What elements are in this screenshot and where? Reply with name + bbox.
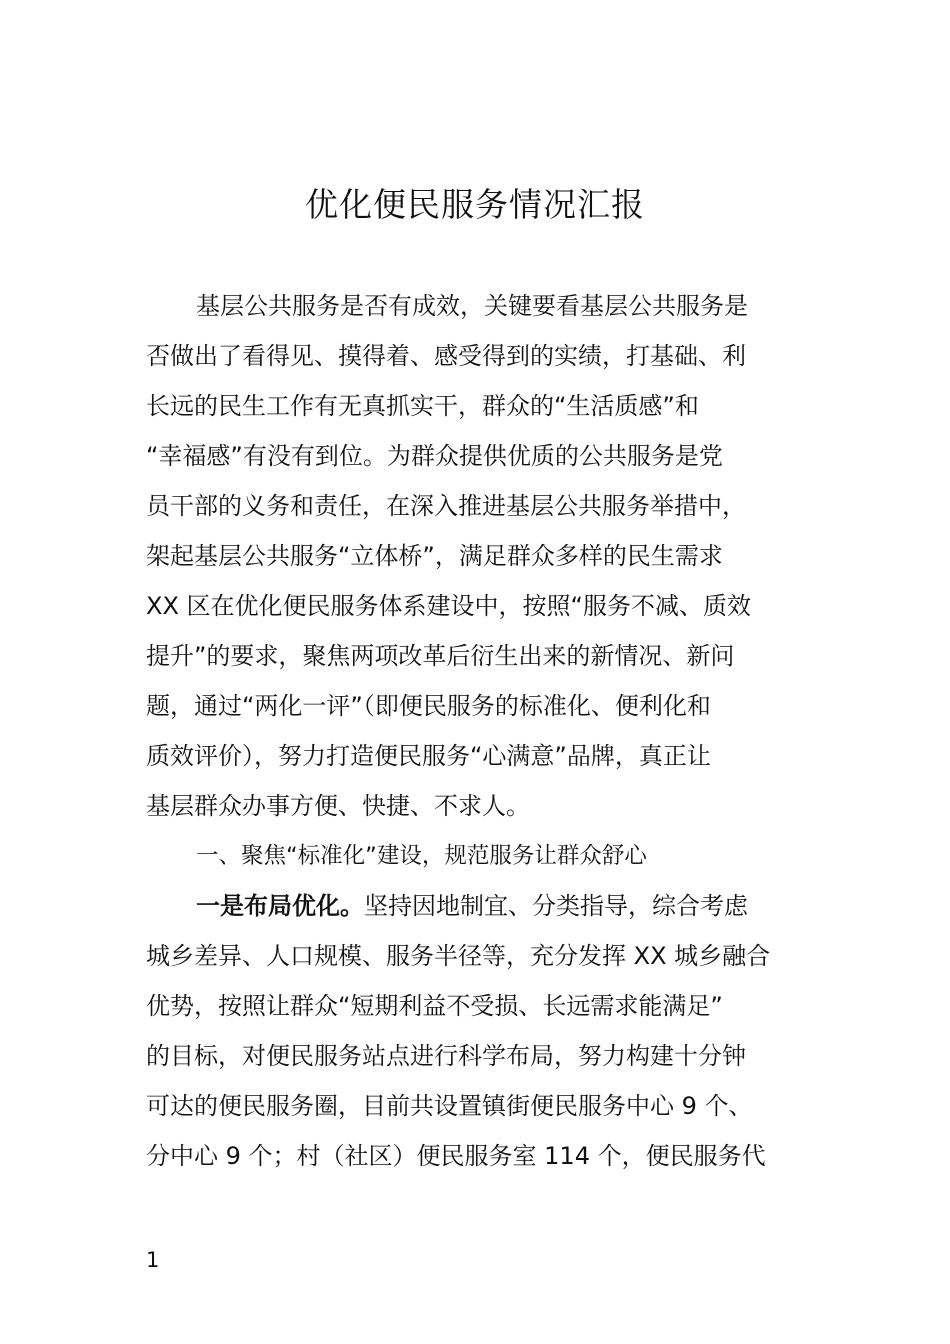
section-heading: 一、聚焦“标准化”建设，规范服务让群众舒心: [196, 843, 647, 869]
point-first-line: [146, 881, 808, 931]
paragraph-line: 提升”的要求，聚焦两项改革后衍生出来的新情况、新问: [146, 642, 735, 670]
point-text: 坚持因地制宜、分类指导，综合考虑: [364, 892, 748, 920]
paragraph-line: 可达的便民服务圈，目前共设置镇街便民服务中心 9 个、: [146, 1092, 753, 1120]
paragraph-line: 题，通过“两化一评”（即便民服务的标准化、便利化和: [146, 692, 711, 720]
paragraph-line: “幸福感”有没有到位。为群众提供优质的公共服务是党: [146, 442, 723, 470]
paragraph-line: 员干部的义务和责任，在深入推进基层公共服务举措中，: [146, 492, 746, 520]
paragraph-line: XX 区在优化便民服务体系建设中，按照“服务不减、质效: [146, 592, 751, 620]
paragraph-line: 的目标，对便民服务站点进行科学布局，努力构建十分钟: [146, 1042, 746, 1070]
paragraph-line: 质效评价），努力打造便民服务“心满意”品牌，真正让: [146, 742, 711, 770]
paragraph-line: 基层公共服务是否有成效，关键要看基层公共服务是: [196, 292, 748, 320]
paragraph-line: 长远的民生工作有无真抓实干，群众的“生活质感”和: [146, 392, 699, 420]
paragraph-line: 否做出了看得见、摸得着、感受得到的实绩，打基础、利: [146, 342, 746, 370]
paragraph-line: 分中心 9 个；村（社区）便民服务室 114 个，便民服务代: [146, 1142, 766, 1170]
document-body: [146, 281, 808, 1181]
paragraph-line: 架起基层公共服务“立体桥”，满足群众多样的民生需求: [146, 542, 723, 570]
paragraph-line: 优势，按照让群众“短期利益不受损、长远需求能满足”: [146, 992, 723, 1020]
document-title: 优化便民服务情况汇报: [305, 185, 645, 224]
page-number: 1: [146, 1248, 160, 1272]
paragraph-line: 基层群众办事方便、快捷、不求人。: [146, 792, 530, 820]
paragraph-line: 城乡差异、人口规模、服务半径等，充分发挥 XX 城乡融合: [146, 942, 771, 970]
point-lead: 一是布局优化。: [196, 892, 364, 920]
